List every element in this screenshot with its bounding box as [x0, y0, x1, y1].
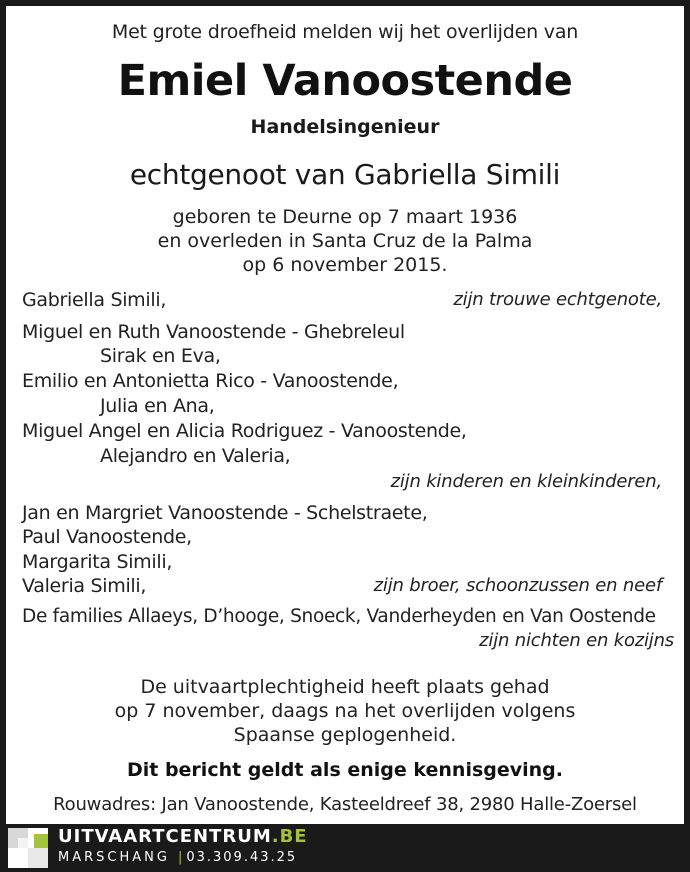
family-line: Jan en Margriet Vanoostende - Schelstraete,: [22, 502, 428, 524]
phone-number[interactable]: 03.309.43.25: [186, 850, 298, 865]
ceremony-line-2: op 7 november, daags na het overlijden volgens: [114, 700, 576, 722]
family-line: Miguel en Ruth Vanoostende - Ghebreleul: [22, 321, 405, 343]
mourning-address: Rouwadres: Jan Vanoostende, Kasteeldreef 38, 2980 Halle-Zoersel: [53, 794, 637, 815]
died-line-1: en overleden in Santa Cruz de la Palma: [157, 230, 533, 252]
born-line: geboren te Deurne op 7 maart 1936: [172, 206, 518, 228]
brand-sub: MARSCHANG: [58, 850, 170, 865]
separator: |: [177, 850, 183, 865]
brand-subline: [58, 850, 297, 865]
family-line: Margarita Simili,: [22, 551, 173, 573]
brand-name[interactable]: [58, 826, 308, 847]
family-line: Paul Vanoostende,: [22, 526, 192, 548]
family-line: Emilio en Antonietta Rico - Vanoostende,: [22, 370, 399, 392]
family-line: Miguel Angel en Alicia Rodriguez - Vanoostende,: [22, 420, 467, 442]
siblings-relation: zijn broer, schoonzussen en neef: [373, 575, 662, 596]
brand-main: UITVAARTCENTRUM: [58, 826, 272, 847]
notice-text: Dit bericht geldt als enige kennisgeving.: [126, 759, 564, 781]
ceremony-line-3: Spaanse geplogenheid.: [233, 724, 457, 746]
family-line: Valeria Simili,: [22, 575, 147, 597]
spouse-relation: zijn trouwe echtgenote,: [453, 289, 662, 310]
spouse-line: echtgenoot van Gabriella Simili: [129, 158, 561, 191]
family-line: Julia en Ana,: [100, 395, 215, 417]
families-relation: zijn nichten en kozijns: [479, 630, 674, 651]
death-notice: [6, 6, 684, 824]
family-line: Sirak en Eva,: [100, 345, 221, 367]
ceremony-line-1: De uitvaartplechtigheid heeft plaats gehad: [140, 676, 550, 698]
families-line: De families Allaeys, D’hooge, Snoeck, Vanderheyden en Van Oostende: [22, 606, 656, 627]
brand-tld: .BE: [271, 826, 308, 847]
deceased-title: Handelsingenieur: [250, 116, 440, 138]
family-line: Alejandro en Valeria,: [100, 445, 291, 467]
died-line-2: op 6 november 2015.: [242, 254, 448, 276]
spouse-name: Gabriella Simili,: [22, 289, 167, 311]
intro-text: Met grote droefheid melden wij het overlijden van: [111, 21, 579, 43]
funeral-home-logo-icon: [8, 828, 48, 868]
deceased-name: Emiel Vanoostende: [117, 56, 573, 106]
funeral-home-footer: [0, 824, 690, 872]
children-relation: zijn kinderen en kleinkinderen,: [390, 471, 662, 492]
